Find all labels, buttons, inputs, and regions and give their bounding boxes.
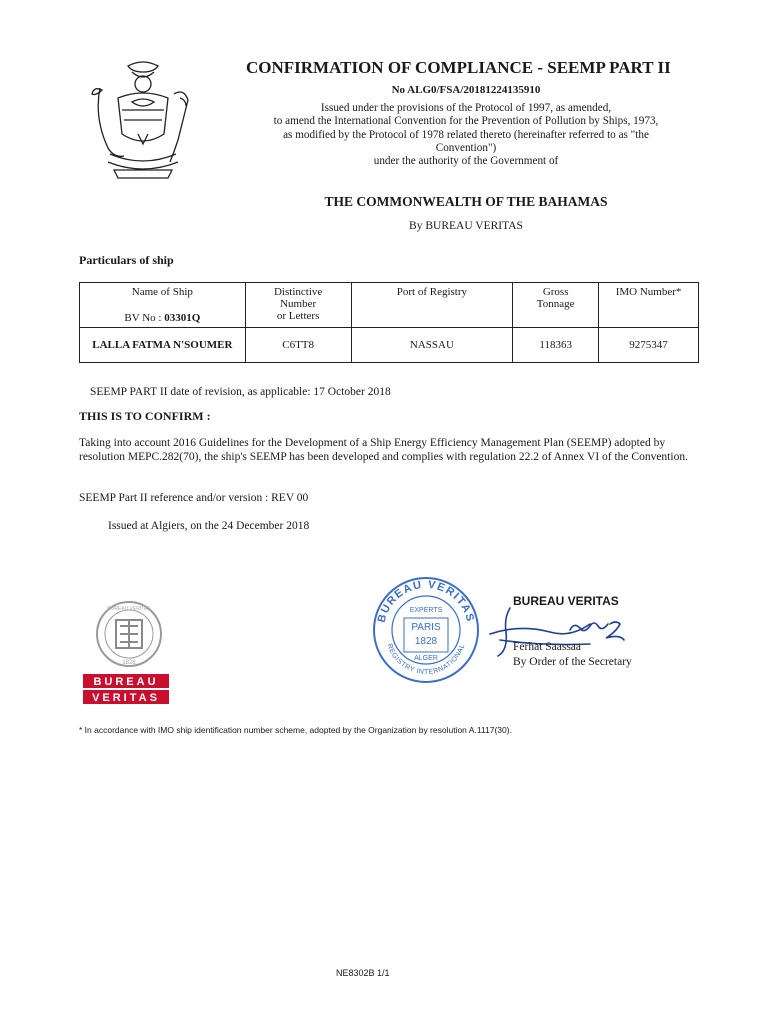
bureau-veritas-stamp-icon: [370, 574, 482, 686]
stamp-ring-top: BUREAU VERITAS: [375, 578, 477, 624]
svg-text:BUREAU VERITAS: [376, 579, 477, 624]
reference-version: SEEMP Part II reference and/or version : REV 00: [79, 492, 309, 504]
bv-number-value: 03301Q: [164, 312, 201, 324]
signatory-name: Ferhat Saassaa: [513, 641, 582, 653]
logo-ring-text: BUREAU VERITAS: [107, 606, 151, 612]
table-header-row: [80, 283, 699, 328]
confirm-paragraph: Taking into account 2016 Guidelines for the Development of a Ship Energy Efficiency Management Plan (SEEMP) adopted by resolution MEPC.282(70), the ship's SEEMP has been developed and complies with regulation 22.2 of Annex VI of the Convention.: [79, 437, 688, 463]
stamp-alger: ALGER: [414, 655, 438, 662]
logo-top-text: BUREAU: [93, 676, 159, 688]
stamp-city: PARIS: [411, 622, 441, 633]
signature-company: BUREAU VERITAS: [513, 594, 619, 608]
stamp-ring-bottom: REGISTRY INTERNATIONAL: [385, 642, 467, 677]
logo-bottom-text: VERITAS: [92, 692, 160, 704]
ship-name-cell: LALLA FATMA N'SOUMER: [80, 328, 246, 363]
issued-line: Issued under the provisions of the Protocol of 1997, as amended,: [320, 102, 612, 114]
country-heading: THE COMMONWEALTH OF THE BAHAMAS: [324, 194, 608, 209]
stamp-experts: EXPERTS: [409, 607, 443, 614]
table-row: [80, 328, 699, 363]
distinctive-cell: C6TT8: [245, 328, 351, 363]
issued-at: Issued at Algiers, on the 24 December 2018: [108, 520, 310, 532]
bureau-veritas-logo-icon: [83, 598, 175, 708]
issued-line: under the authority of the Government of: [373, 155, 559, 168]
header-gross: [513, 283, 599, 328]
form-reference: NE8302B 1/1: [336, 968, 390, 978]
header-distinctive-line: Number: [280, 298, 317, 310]
issued-line: to amend the International Convention for the Prevention of Pollution by Ships, 1973,: [273, 115, 659, 128]
stamp-year: 1828: [414, 636, 438, 647]
header-port: Port of Registry: [351, 283, 513, 328]
issued-line: as modified by the Protocol of 1978 related thereto (hereinafter referred to as "the: [283, 128, 649, 141]
header-gross-line: Tonnage: [536, 298, 575, 310]
port-cell: NASSAU: [351, 328, 513, 363]
issuer-text: By BUREAU VERITAS: [409, 220, 523, 232]
ship-particulars-table: [79, 282, 699, 363]
imo-cell: 9275347: [599, 328, 699, 363]
issued-under-text: [236, 102, 696, 168]
bv-number-line: [84, 312, 241, 324]
logo-year: 1828: [122, 660, 136, 666]
signatory-order: By Order of the Secretary: [513, 656, 632, 668]
header-imo: IMO Number*: [599, 283, 699, 328]
issued-line: Convention"): [435, 141, 497, 154]
bv-number-label: BV No :: [124, 312, 165, 324]
particulars-heading: Particulars of ship: [79, 253, 174, 267]
header-distinctive-line: Distinctive: [273, 286, 323, 298]
confirm-heading: THIS IS TO CONFIRM :: [79, 409, 211, 423]
header-distinctive: [245, 283, 351, 328]
header-name-label: Name of Ship: [131, 286, 193, 298]
document-title: CONFIRMATION OF COMPLIANCE - SEEMP PART II: [246, 58, 671, 77]
certificate-number: No ALG0/FSA/20181224135910: [391, 84, 541, 96]
revision-date: SEEMP PART II date of revision, as applicable: 17 October 2018: [90, 386, 391, 398]
footnote: * In accordance with IMO ship identification number scheme, adopted by the Organization by resolution A.1117(30).: [79, 725, 512, 735]
gross-cell: 118363: [513, 328, 599, 363]
header-distinctive-line: or Letters: [276, 310, 320, 322]
bahamas-coat-of-arms-icon: [88, 58, 198, 188]
header-gross-line: Gross: [542, 286, 569, 298]
header-name-of-ship: [80, 283, 246, 328]
